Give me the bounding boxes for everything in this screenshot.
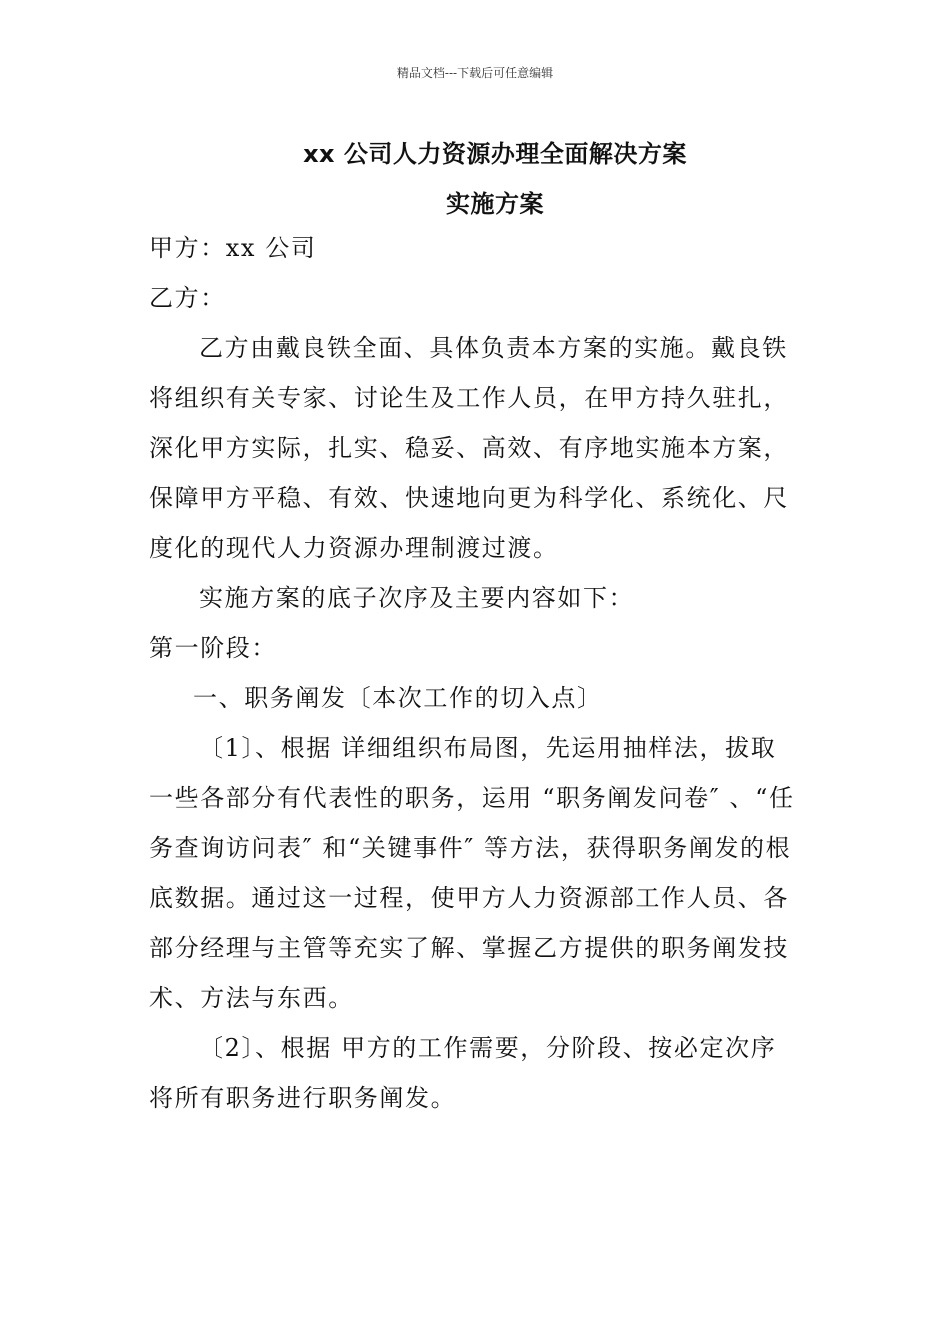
- item-line: 术、方法与东西。: [149, 984, 354, 1012]
- paragraph-line: 保障甲方平稳、有效、快速地向更为科学化、系统化、尺: [149, 484, 789, 512]
- paragraph-line: 度化的现代人力资源办理制渡过渡。: [149, 534, 559, 562]
- section-heading: 一、职务阐发〔本次工作的切入点〕: [193, 684, 603, 712]
- paragraph-order: 实施方案的底子次序及主要内容如下：: [199, 584, 635, 612]
- party-b-line: 乙方：: [149, 284, 226, 312]
- party-a-line: 甲方：xx 公司: [149, 234, 317, 262]
- item-line: 将所有职务进行职务阐发。: [149, 1084, 457, 1112]
- item-line: 部分经理与主管等充实了解、掌握乙方提供的职务阐发技: [149, 934, 789, 962]
- item-line: 〔2〕、根据 甲方的工作需要，分阶段、按必定次序: [199, 1034, 777, 1062]
- document-title: xx 公司人力资源办理全面解决方案: [303, 140, 687, 168]
- item-line: 一些各部分有代表性的职务，运用 “职务阐发问卷″ 、“任: [149, 784, 795, 812]
- paragraph-line: 深化甲方实际，扎实、稳妥、高效、有序地实施本方案，: [149, 434, 789, 462]
- item-line: 底数据。通过这一过程，使甲方人力资源部工作人员、各: [149, 884, 789, 912]
- page-header-note: 精品文档---下载后可任意编辑: [396, 66, 554, 80]
- item-line: 务查询访问表″ 和“关键事件″ 等方法，获得职务阐发的根: [149, 834, 792, 862]
- stage-heading: 第一阶段：: [149, 634, 277, 662]
- document-subtitle: 实施方案: [446, 190, 544, 218]
- item-line: 〔1〕、根据 详细组织布局图，先运用抽样法，拔取: [199, 734, 777, 762]
- paragraph-line: 将组织有关专家、讨论生及工作人员，在甲方持久驻扎，: [149, 384, 789, 412]
- paragraph-line: 乙方由戴良铁全面、具体负责本方案的实施。戴良铁: [199, 334, 788, 362]
